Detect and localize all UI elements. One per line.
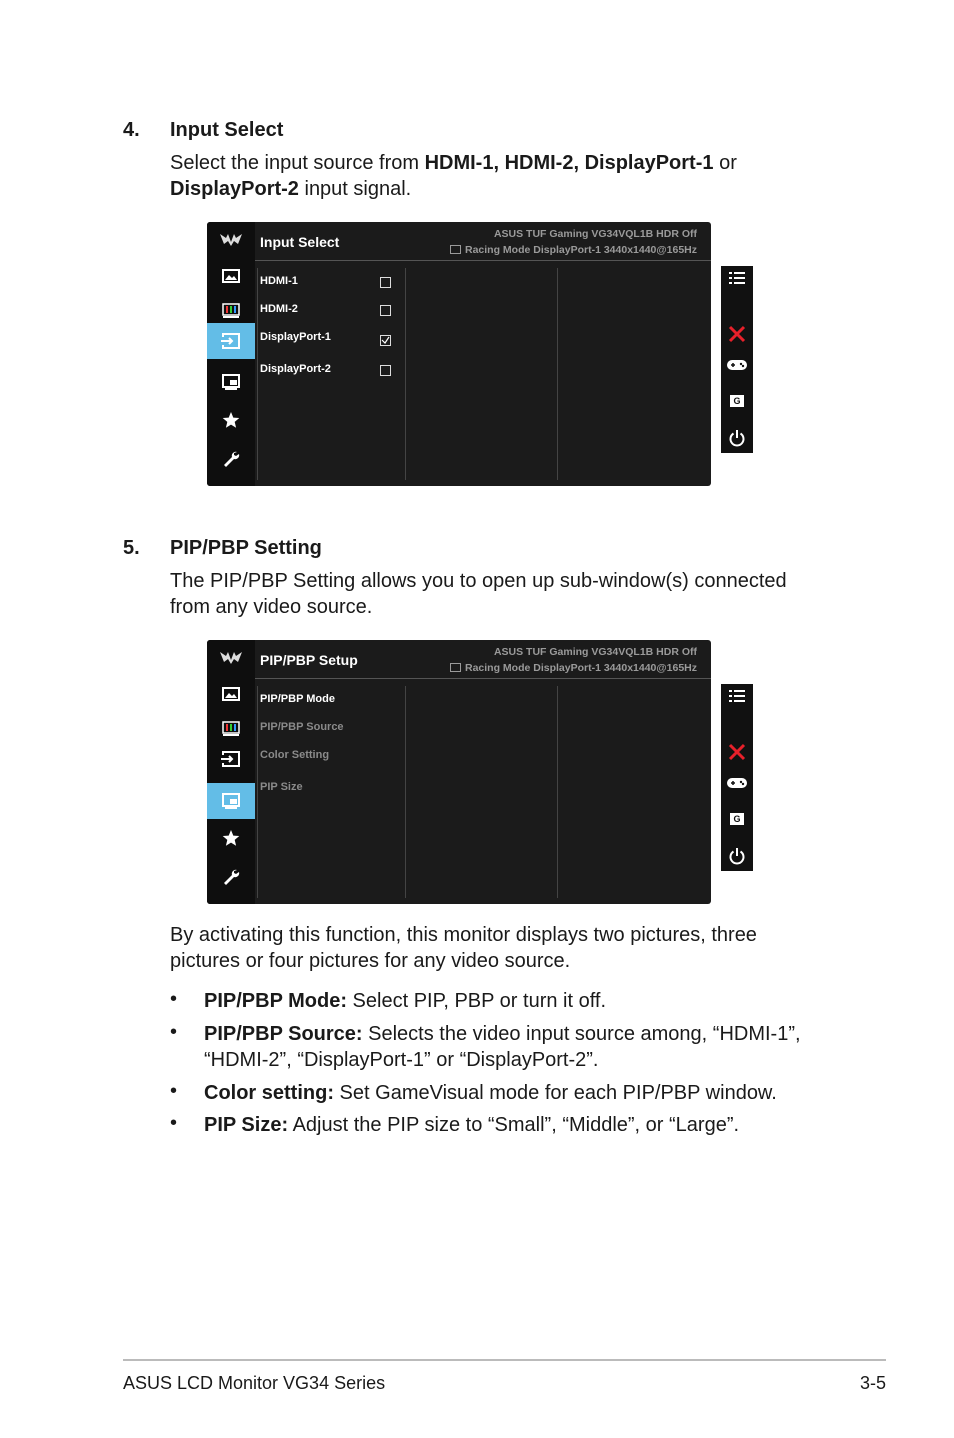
footer-title: ASUS LCD Monitor VG34 Series — [123, 1373, 386, 1393]
section-title: Input Select — [170, 119, 284, 141]
desc-bold: DisplayPort-2 — [170, 178, 299, 200]
column-divider — [557, 686, 558, 898]
checkbox-displayport1-checked[interactable] — [380, 335, 391, 346]
osd-menu-rail — [207, 640, 255, 904]
status-line-2 — [450, 660, 697, 676]
osd-status-info — [450, 226, 697, 258]
wrench-icon[interactable] — [207, 441, 255, 477]
status-line-2 — [450, 242, 697, 258]
checkbox-hdmi2[interactable] — [380, 305, 391, 316]
osd-header-divider — [255, 260, 711, 261]
bullet-term: PIP/PBP Source: — [204, 1023, 363, 1045]
column-divider — [405, 268, 406, 480]
bullet-text: Set GameVisual mode for each PIP/PBP window. — [334, 1082, 777, 1104]
input-icon[interactable] — [207, 741, 255, 777]
input-icon[interactable] — [207, 323, 255, 359]
input-option-hdmi1[interactable]: HDMI-1 — [260, 275, 298, 287]
osd-status-info — [450, 644, 697, 676]
status-line-1: ASUS TUF Gaming VG34VQL1B HDR Off — [493, 646, 697, 658]
desc-text: The PIP/PBP Setting allows you to open up sub-window(s) connected — [170, 570, 787, 592]
bullet-color-setting — [204, 1080, 844, 1106]
checkbox-hdmi1[interactable] — [380, 277, 391, 288]
bullet-marker: • — [170, 1021, 178, 1043]
bullet-text: Selects the video input source among, “HDMI-1”, “HDMI-2”, “DisplayPort-1” or “DisplayPort-2”. — [204, 1023, 801, 1071]
monitor-icon — [450, 245, 461, 254]
status-line-2-text: Racing Mode DisplayPort-1 3440x1440@165Hz — [464, 244, 697, 256]
footer-divider — [123, 1359, 886, 1361]
status-line-1: ASUS TUF Gaming VG34VQL1B HDR Off — [493, 228, 697, 240]
desc-text: or — [713, 152, 737, 174]
section-description — [170, 568, 870, 620]
bullet-term: PIP Size: — [204, 1114, 289, 1136]
wrench-icon[interactable] — [207, 859, 255, 895]
osd-header-divider — [255, 678, 711, 679]
bullet-marker: • — [170, 1080, 178, 1102]
section-number: 4. — [123, 119, 140, 141]
menu-item-color-setting[interactable]: Color Setting — [260, 749, 330, 761]
status-line-2-text: Racing Mode DisplayPort-1 3440x1440@165Hz — [464, 662, 697, 674]
page-number: 3-5 — [859, 1373, 886, 1393]
osd-title: PIP/PBP Setup — [260, 652, 358, 668]
bullet-pip-pbp-source — [204, 1021, 804, 1073]
gameplus-icon[interactable] — [721, 810, 753, 828]
column-divider — [257, 686, 258, 898]
osd-header — [255, 640, 711, 678]
bullet-pip-size — [204, 1112, 844, 1138]
input-option-hdmi2[interactable]: HDMI-2 — [260, 303, 298, 315]
power-icon[interactable] — [721, 428, 753, 448]
column-divider — [405, 686, 406, 898]
pip-icon[interactable] — [207, 783, 255, 819]
osd-input-select — [207, 222, 711, 486]
osd-menu-rail — [207, 222, 255, 486]
osd-title: Input Select — [260, 234, 340, 250]
gameplus-icon[interactable] — [721, 392, 753, 410]
star-icon[interactable] — [207, 402, 255, 438]
section-title: PIP/PBP Setting — [170, 537, 322, 559]
bullet-term: Color setting: — [204, 1082, 334, 1104]
bullet-marker: • — [170, 988, 178, 1010]
input-option-displayport1[interactable]: DisplayPort-1 — [260, 331, 331, 343]
close-icon[interactable] — [721, 323, 753, 345]
menu-icon[interactable] — [721, 268, 753, 288]
tuf-logo-icon — [207, 222, 255, 258]
desc-text: Select the input source from — [170, 152, 425, 174]
monitor-icon — [450, 663, 461, 672]
section-number: 5. — [123, 537, 140, 559]
close-icon[interactable] — [721, 741, 753, 763]
input-option-displayport2[interactable]: DisplayPort-2 — [260, 363, 331, 375]
gamepad-icon[interactable] — [721, 356, 753, 374]
side-key-panel — [721, 684, 753, 871]
bullet-pip-pbp-mode — [204, 988, 844, 1014]
desc-text: input signal. — [298, 178, 412, 200]
star-icon[interactable] — [207, 820, 255, 856]
paragraph-text: pictures or four pictures for any video source. — [170, 950, 571, 972]
gameplus-label: G — [730, 395, 744, 407]
desc-text: from any video source. — [170, 596, 373, 618]
column-divider — [257, 268, 258, 480]
side-key-panel — [721, 266, 753, 453]
menu-item-pip-size[interactable]: PIP Size — [260, 781, 303, 793]
bullet-text: Adjust the PIP size to “Small”, “Middle”, or “Large”. — [288, 1114, 740, 1136]
picture-icon[interactable] — [207, 258, 255, 294]
bullet-text: Select PIP, PBP or turn it off. — [347, 990, 607, 1012]
osd-pip-pbp — [207, 640, 711, 904]
pip-icon[interactable] — [207, 364, 255, 400]
power-icon[interactable] — [721, 846, 753, 866]
tuf-logo-icon — [207, 640, 255, 676]
picture-icon[interactable] — [207, 676, 255, 712]
menu-item-pip-pbp-source[interactable]: PIP/PBP Source — [260, 721, 344, 733]
bullet-term: PIP/PBP Mode: — [204, 990, 347, 1012]
paragraph-text: By activating this function, this monitor displays two pictures, three — [170, 924, 757, 946]
checkbox-displayport2[interactable] — [380, 365, 391, 376]
menu-icon[interactable] — [721, 686, 753, 706]
desc-bold: HDMI-1, HDMI-2, DisplayPort-1 — [424, 152, 714, 174]
column-divider — [557, 268, 558, 480]
gameplus-label: G — [730, 813, 744, 825]
section-description — [170, 150, 850, 202]
osd-header — [255, 222, 711, 260]
activation-paragraph — [170, 922, 870, 974]
menu-item-pip-pbp-mode[interactable]: PIP/PBP Mode — [260, 693, 335, 705]
bullet-marker: • — [170, 1112, 178, 1134]
gamepad-icon[interactable] — [721, 774, 753, 792]
